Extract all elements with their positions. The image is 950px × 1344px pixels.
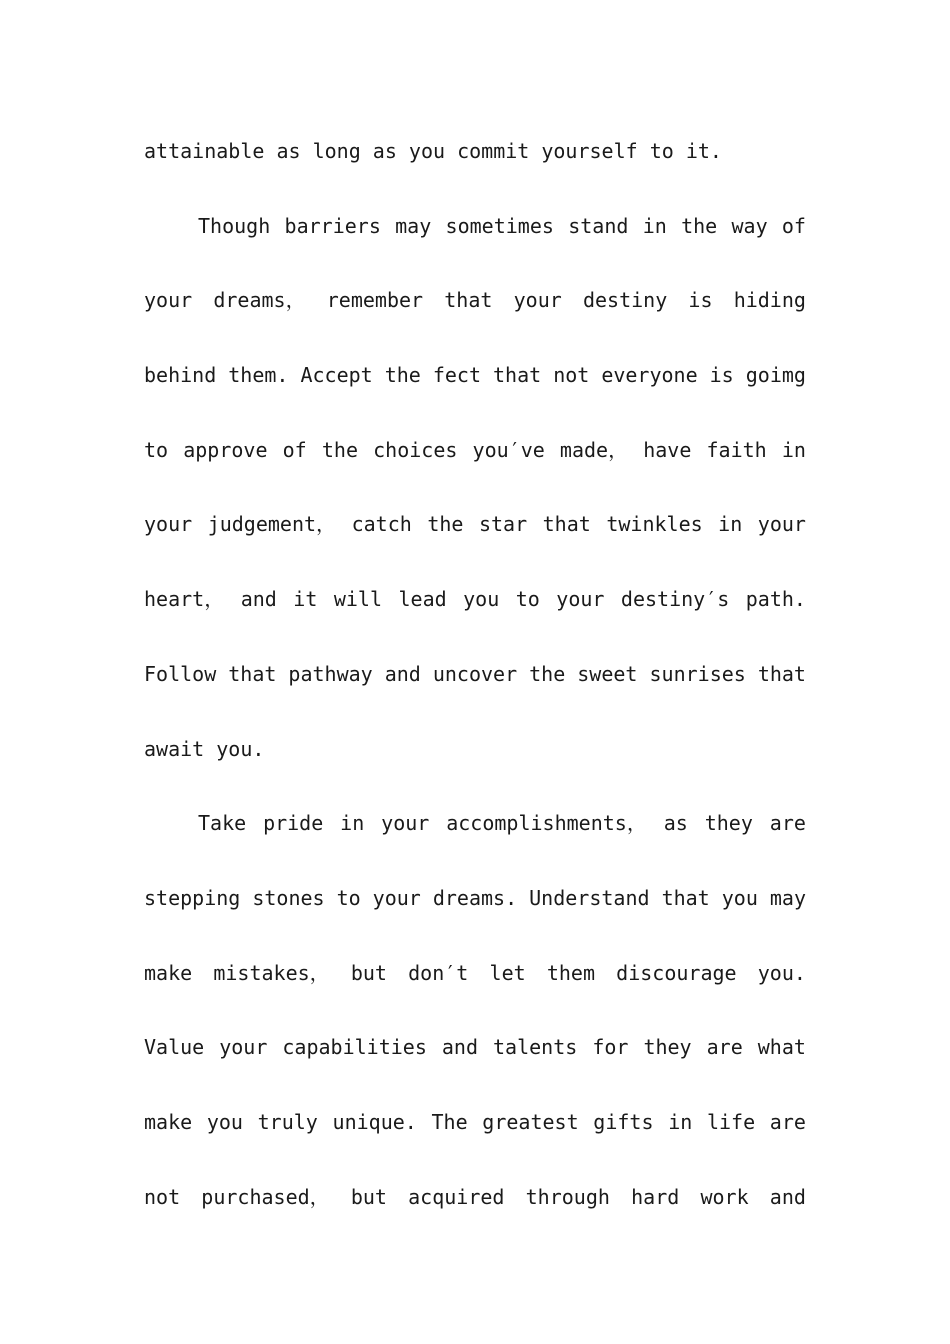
text-line: Follow that pathway and uncover the sweet sunrises that xyxy=(144,661,806,686)
text-line: stepping stones to your dreams. Understand that you may xyxy=(144,885,806,910)
text-line: heart， and it will lead you to your destiny′s path. xyxy=(144,587,806,612)
text-line: await you. xyxy=(144,736,265,761)
text-line: make mistakes， but don′t let them discourage you. xyxy=(144,960,806,985)
body-text xyxy=(144,131,806,1251)
text-line: your dreams， remember that your destiny is hiding xyxy=(144,288,806,313)
text-line: Though barriers may sometimes stand in the way of xyxy=(198,213,806,238)
text-line: make you truly unique. The greatest gifts in life are xyxy=(144,1109,806,1134)
text-line: attainable as long as you commit yourself to it. xyxy=(144,139,722,163)
text-line: your judgement， catch the star that twinkles in your xyxy=(144,512,806,537)
text-line: not purchased， but acquired through hard work and xyxy=(144,1184,806,1209)
text-line: behind them. Accept the fect that not everyone is goimg xyxy=(144,363,806,388)
text-line: to approve of the choices you′ve made， have faith in xyxy=(144,437,806,462)
text-line: Take pride in your accomplishments， as they are xyxy=(198,811,806,836)
text-line: Value your capabilities and talents for they are what xyxy=(144,1035,806,1060)
